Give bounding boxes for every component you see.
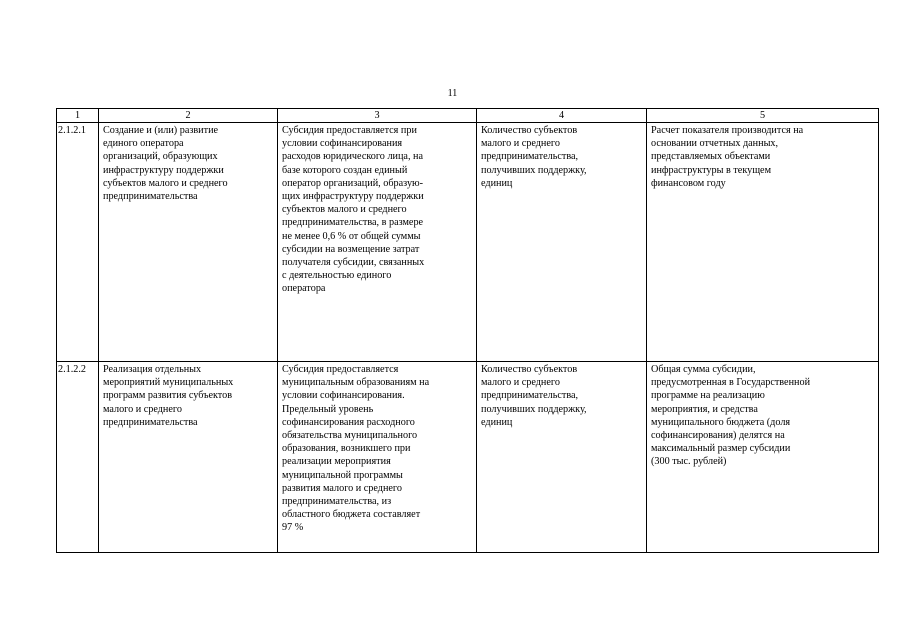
column-header-2: 2 [99, 109, 278, 123]
indicator: Количество субъектов малого и среднего предпринимательства, получивших поддержку, единиц [477, 123, 647, 362]
indicator: Количество субъектов малого и среднего предпринимательства, получивших поддержку, единиц [477, 362, 647, 553]
column-header-1: 1 [57, 109, 99, 123]
subsidy-description: Субсидия предоставляется при условии софинансирования расходов юридического лица, на базе которого создан единый оператор организаций, образую- щих инфраструктуру поддержки субъектов малого и среднего предпринимательства, в размере не менее 0,6 % от общей суммы субсидии на возмещение затрат получателя субсидии, связанных с деятельностью единого оператора [278, 123, 477, 362]
calculation-method: Общая сумма субсидии, предусмотренная в Государственной программе на реализацию мероприятия, и средства муниципального бюджета (доля софинансирования) делятся на максимальный размер субсидии (300 тыс. рублей) [647, 362, 879, 553]
page-number: 11 [447, 88, 458, 99]
measure-name: Реализация отдельных мероприятий муниципальных программ развития субъектов малого и среднего предпринимательства [99, 362, 278, 553]
measure-name: Создание и (или) развитие единого оператора организаций, образующих инфраструктуру поддержки субъектов малого и среднего предпринимательства [99, 123, 278, 362]
column-header-4: 4 [477, 109, 647, 123]
column-header-5: 5 [647, 109, 879, 123]
row-number: 2.1.2.2 [57, 362, 99, 553]
calculation-method: Расчет показателя производится на основании отчетных данных, представляемых объектами инфраструктуры в текущем финансовом году [647, 123, 879, 362]
subsidy-description: Субсидия предоставляется муниципальным образованиям на условии софинансирования. Предельный уровень софинансирования расходного обязательства муниципального образования, возникшего при реализации мероприятия муниципальной программы развития малого и среднего предпринимательства, из областного бюджета составляет 97 % [278, 362, 477, 553]
column-header-3: 3 [278, 109, 477, 123]
table-row [57, 123, 879, 362]
table-header-row [57, 109, 879, 123]
subsidy-table [56, 108, 879, 553]
table-row [57, 362, 879, 553]
row-number: 2.1.2.1 [57, 123, 99, 362]
